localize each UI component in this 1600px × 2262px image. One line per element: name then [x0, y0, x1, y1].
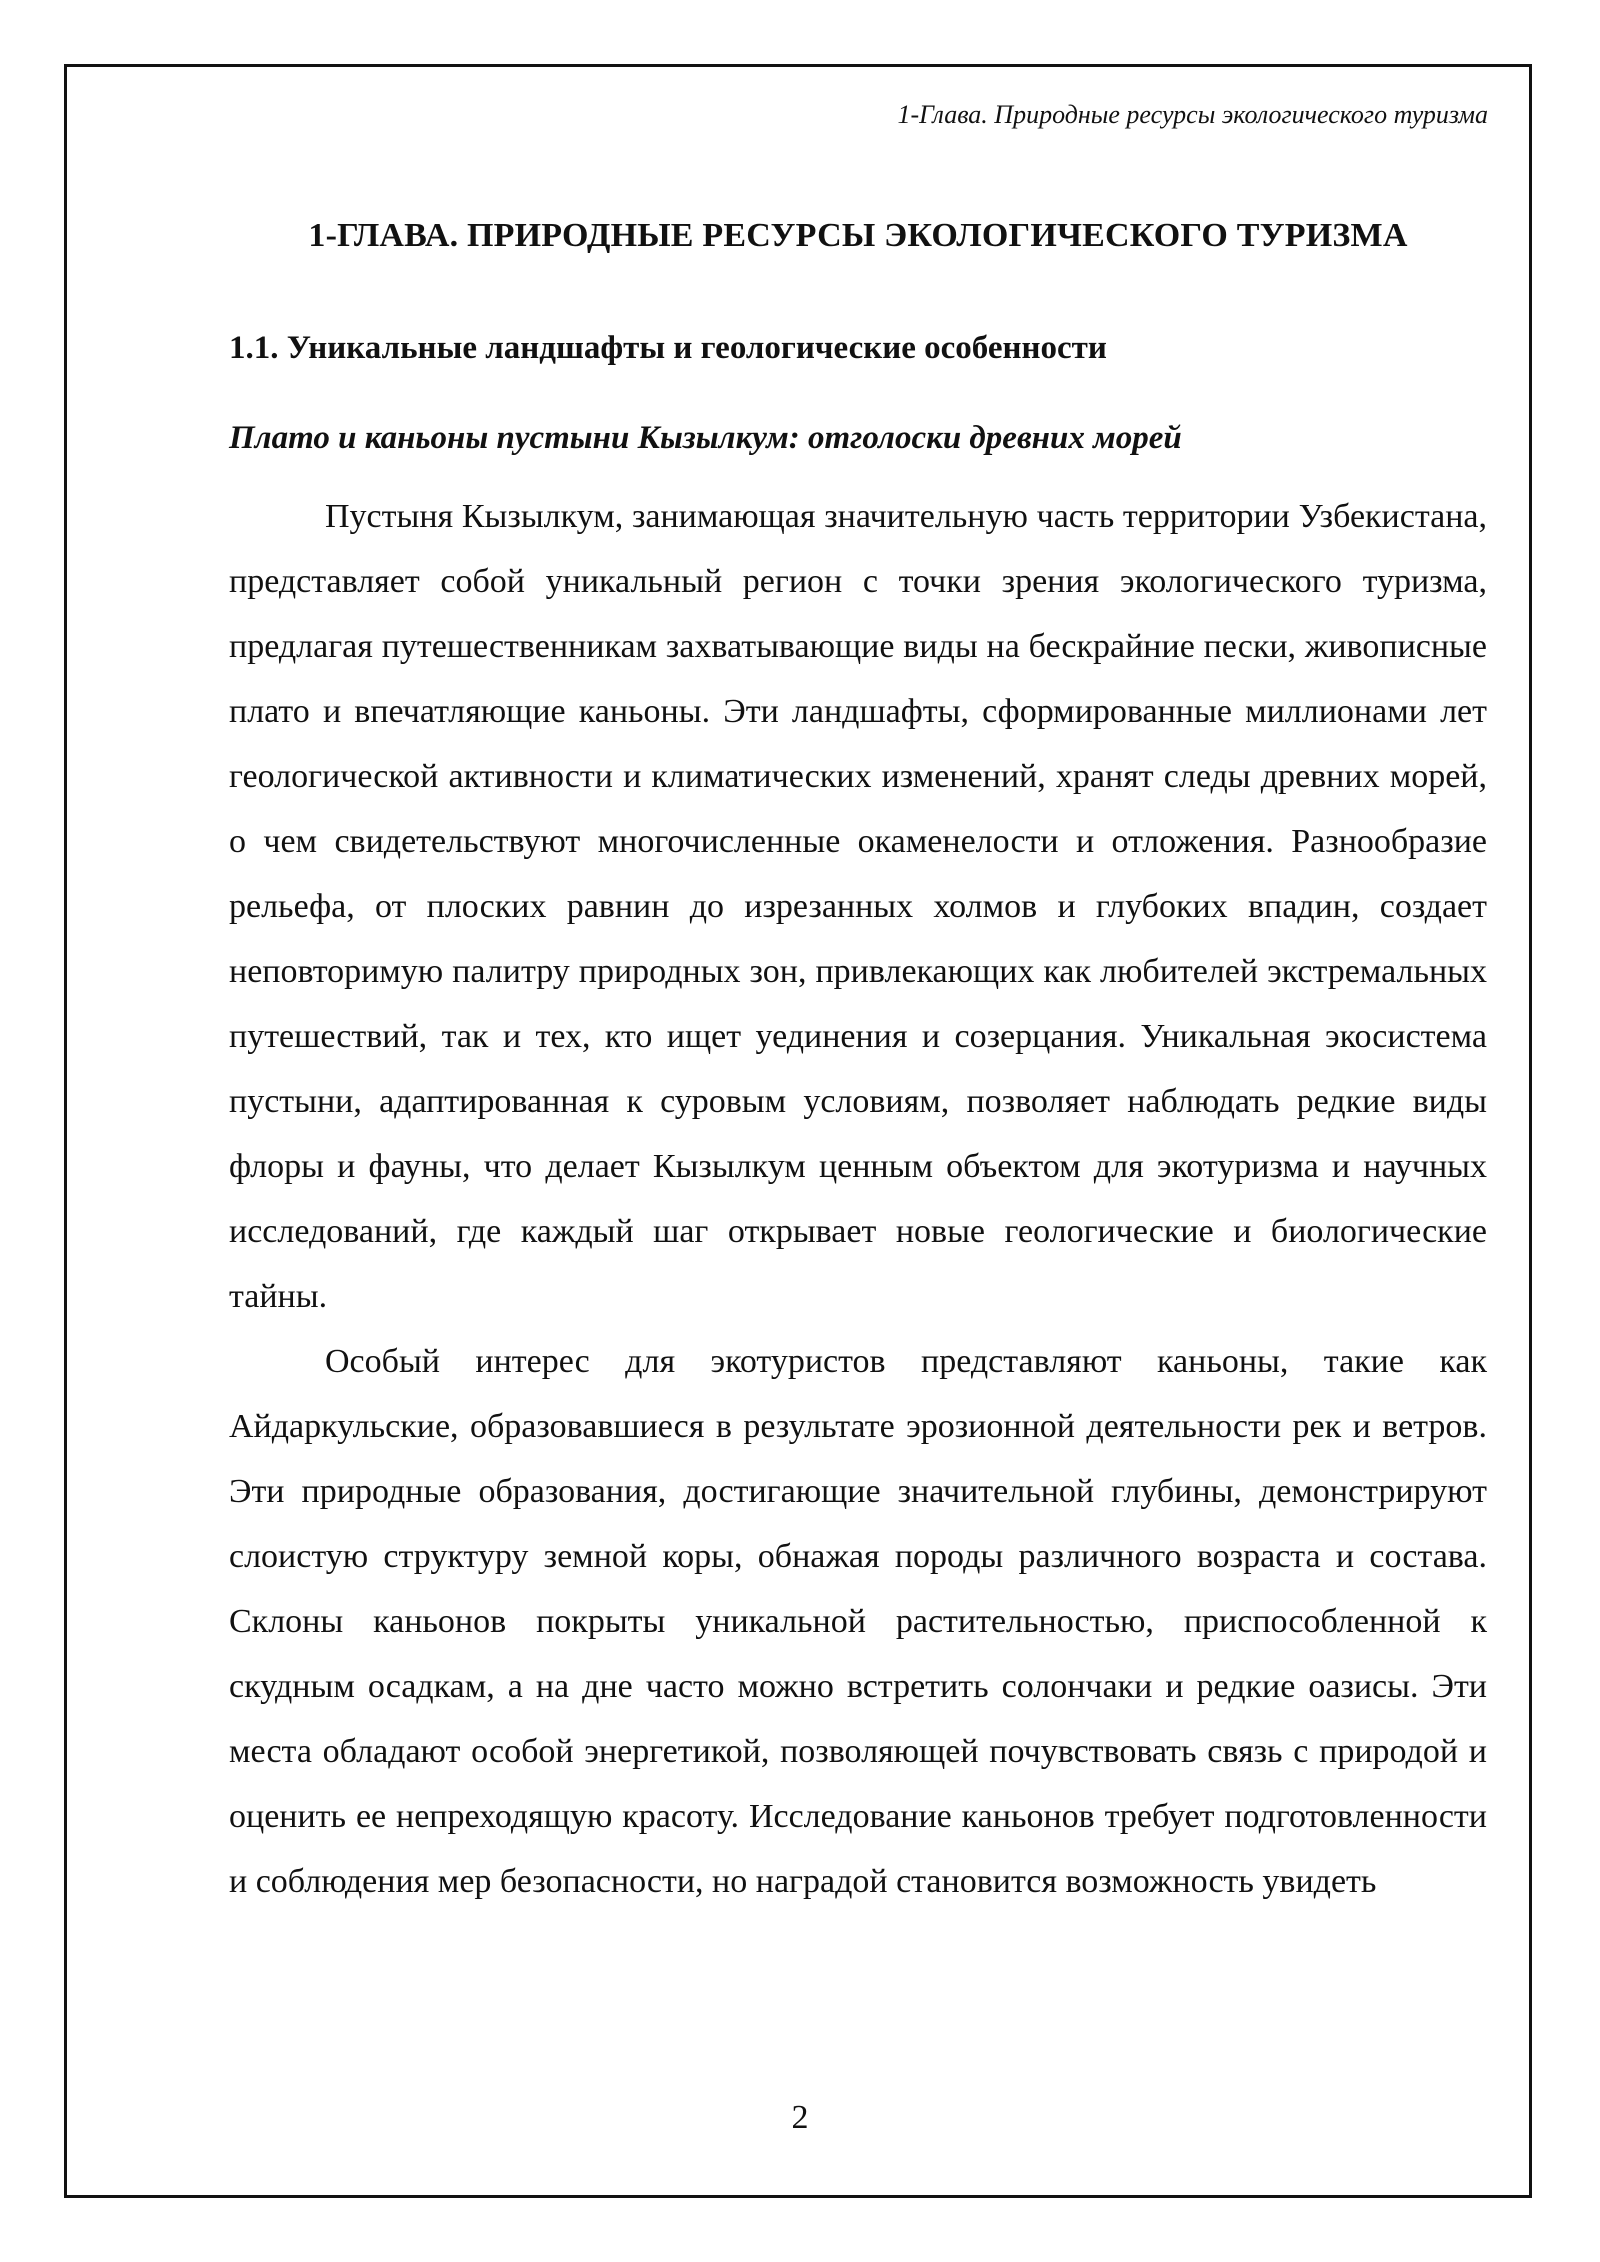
section-title: 1.1. Уникальные ландшафты и геологические особенности: [229, 330, 1107, 366]
page-number: 2: [791, 2099, 809, 2136]
paragraph: Особый интерес для экотуристов представляют каньоны, такие как Айдаркульские, образовавшиеся в результате эрозионной деятельности рек и ветров. Эти природные образования, достигающие значительной глубины, демонстрируют слоистую структуру земной коры, обнажая породы различного возраста и состава. Склоны каньонов покрыты уникальной растительностью, приспособленной к скудным осадкам, а на дне часто можно встретить солончаки и редкие оазисы. Эти места обладают особой энергетикой, позволяющей почувствовать связь с природой и оценить ее непреходящую красоту. Исследование каньонов требует подготовленности и соблюдения мер безопасности, но наградой становится возможность увидеть: [229, 1343, 1487, 1900]
paragraph: Пустыня Кызылкум, занимающая значительную часть территории Узбекистана, представляет собой уникальный регион с точки зрения экологического туризма, предлагая путешественникам захватывающие виды на бескрайние пески, живописные плато и впечатляющие каньоны. Эти ландшафты, сформированные миллионами лет геологической активности и климатических изменений, хранят следы древних морей, о чем свидетельствуют многочисленные окаменелости и отложения. Разнообразие рельефа, от плоских равнин до изрезанных холмов и глубоких впадин, создает неповторимую палитру природных зон, привлекающих как любителей экстремальных путешествий, так и тех, кто ищет уединения и созерцания. Уникальная экосистема пустыни, адаптированная к суровым условиям, позволяет наблюдать редкие виды флоры и фауны, что делает Кызылкум ценным объектом для экотуризма и научных исследований, где каждый шаг открывает новые геологические и биологические тайны.: [229, 498, 1487, 1315]
body-text: [229, 484, 1487, 1914]
running-header: 1-Глава. Природные ресурсы экологического туризма: [897, 100, 1488, 129]
subsection-title: Плато и каньоны пустыни Кызылкум: отголоски древних морей: [229, 420, 1182, 456]
chapter-title: 1-ГЛАВА. ПРИРОДНЫЕ РЕСУРСЫ ЭКОЛОГИЧЕСКОГО ТУРИЗМА: [308, 217, 1408, 254]
